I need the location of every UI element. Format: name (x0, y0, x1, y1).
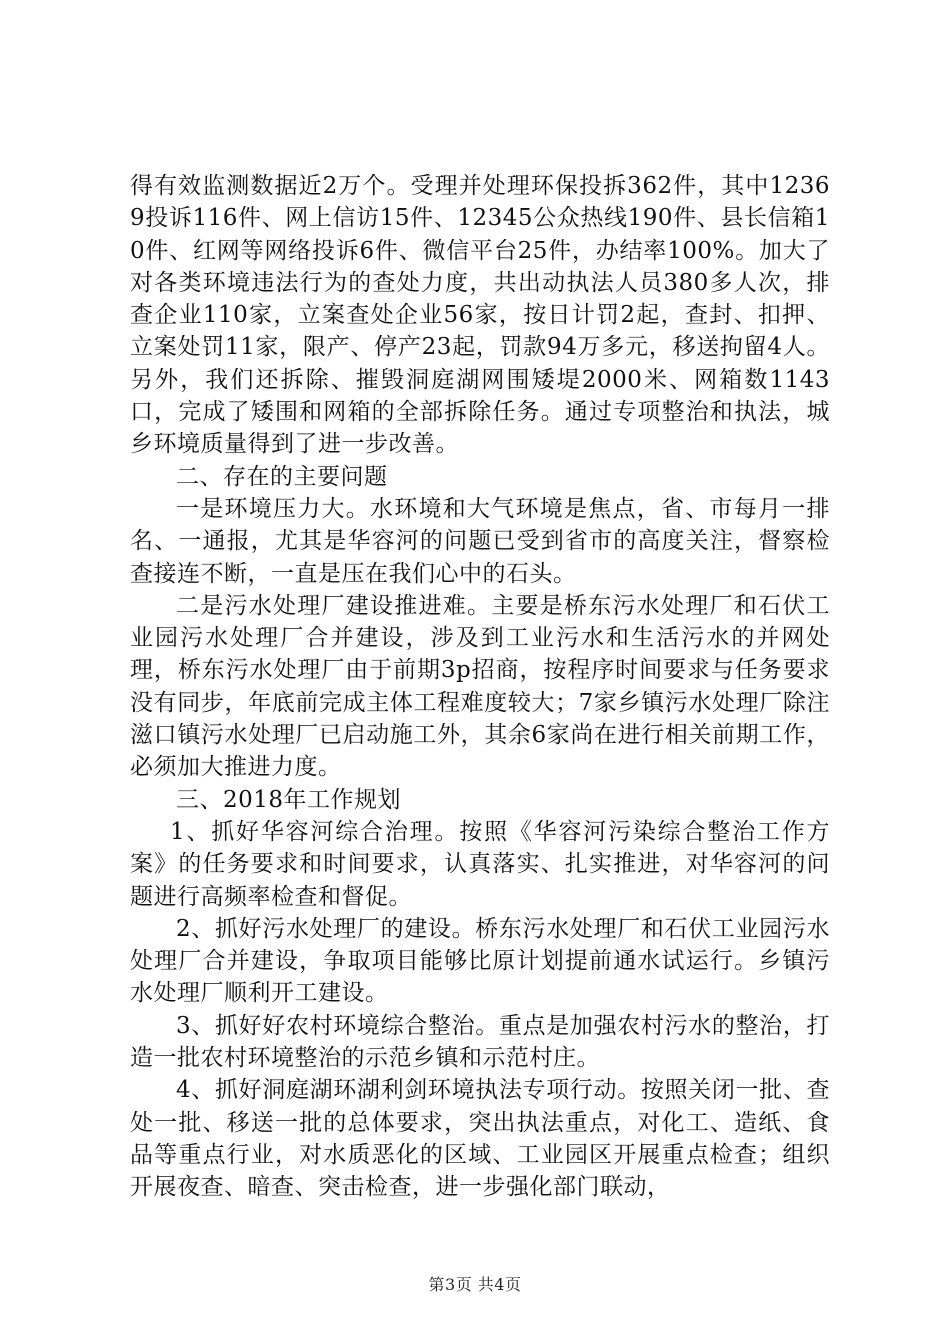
section-heading-problems: 二、存在的主要问题 (176, 463, 388, 490)
paragraph-plan-2: 2、抓好污水处理厂的建设。桥东污水处理厂和石伏工业园污水处理厂合并建设，争取项目能够比原计划提前通水试运行。乡镇污水处理厂顺利开工建设。 (130, 915, 830, 1007)
paragraph-achievements: 得有效监测数据近2万个。受理并处理环保投拆362件，其中12369投诉116件、网上信访15件、12345公众热线190件、县长信箱10件、红网等网络投诉6件、微信平台25件，办结率100%。加大了对各类环境违法行为的查处力度，共出动执法人员380多人次，排查企业110家，立案查处企业56家，按日计罚2起，查封、扣押、立案处罚11家，限产、停产23起，罚款94万多元，移送拘留4人。另外，我们还拆除、摧毁洞庭湖网围矮堤2000米、网箱数1143口，完成了矮围和网箱的全部拆除任务。通过专项整治和执法，城乡环境质量得到了进一步改善。 (130, 173, 830, 458)
page-footer: 第3页 共4页 (428, 1275, 522, 1294)
document-body (130, 170, 830, 1204)
paragraph-plan-4: 4、抓好洞庭湖环湖利剑环境执法专项行动。按照关闭一批、查处一批、移送一批的总体要求，突出执法重点，对化工、造纸、食品等重点行业，对水质恶化的区域、工业园区开展重点检查；组织开展夜查、暗查、突击检查，进一步强化部门联动， (130, 1077, 830, 1201)
paragraph-plan-1: 1、抓好华容河综合治理。按照《华容河污染综合整治工作方案》的任务要求和时间要求，认真落实、扎实推进，对华容河的问题进行高频率检查和督促。 (130, 818, 830, 910)
paragraph-plan-3: 3、抓好好农村环境综合整治。重点是加强农村污水的整治，打造一批农村环境整治的示范乡镇和示范村庄。 (130, 1012, 830, 1072)
paragraph-problem-2: 二是污水处理厂建设推进难。主要是桥东污水处理厂和石伏工业园污水处理厂合并建设，涉及到工业污水和生活污水的并网处理，桥东污水处理厂由于前期3p招商，按程序时间要求与任务要求没有同步，年底前完成主体工程难度较大；7家乡镇污水处理厂除注滋口镇污水处理厂已启动施工外，其余6家尚在进行相关前期工作，必须加大推进力度。 (130, 592, 830, 781)
section-heading-plan: 三、2018年工作规划 (176, 786, 402, 813)
paragraph-problem-1: 一是环境压力大。水环境和大气环境是焦点，省、市每月一排名、一通报，尤其是华容河的问题已受到省市的高度关注，督察检查接连不断，一直是压在我们心中的石头。 (130, 495, 830, 587)
